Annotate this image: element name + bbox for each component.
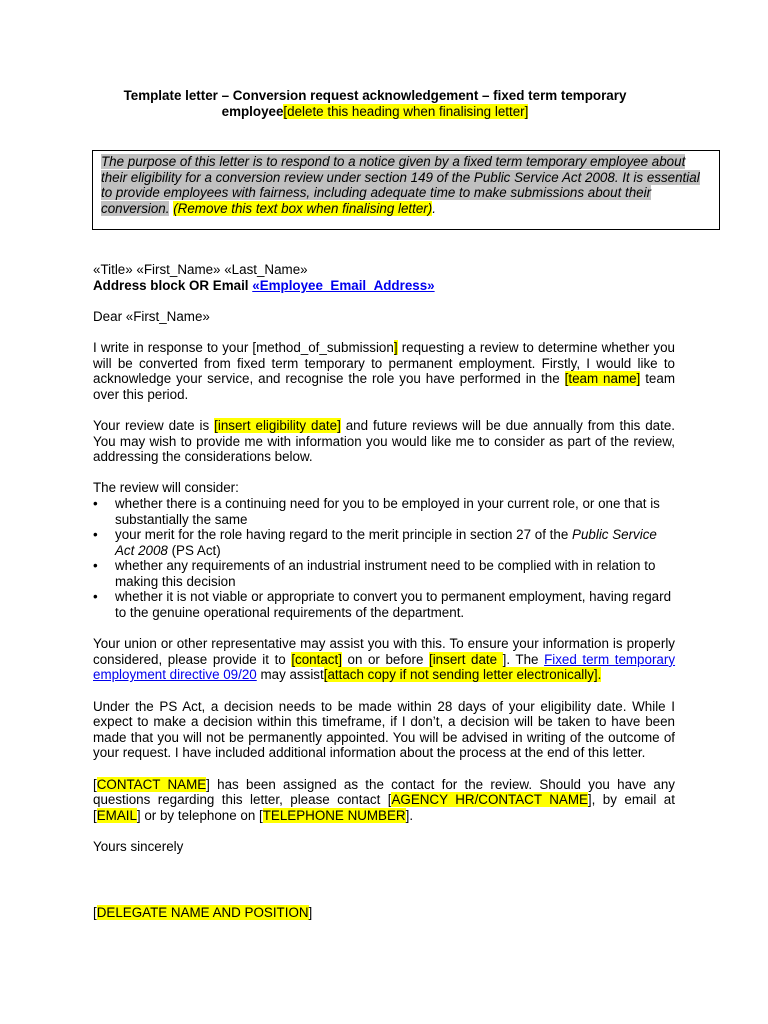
p1-method-bracket: ] — [393, 339, 398, 355]
sig-bracket-open: [ — [93, 904, 97, 920]
paragraph-review-date — [93, 418, 675, 465]
p1-text-a: I write in response to your — [93, 339, 253, 355]
b2-act-title: Public Service Act 2008 — [115, 527, 657, 558]
p2-text-b: and future reviews will be due annually from this date. You may wish to provide me with information you would like me to consider as part of the review, addressing the considerations below. — [93, 417, 675, 465]
signature-block — [93, 905, 675, 921]
salutation: Dear «First_Name» — [93, 308, 210, 324]
p2-text-a: Your review date is — [93, 417, 215, 433]
p5-contact-name-field: CONTACT NAME — [96, 776, 207, 792]
heading-line-2-text: employee — [221, 104, 284, 119]
p3-text-d: may assist — [256, 667, 324, 683]
p5-agency-contact-field: AGENCY HR/CONTACT NAME — [391, 792, 588, 808]
letter-body — [93, 262, 675, 920]
b2-text-a: your merit for the role having regard to the merit principle in section 27 of the — [115, 527, 573, 543]
remove-box-note: (Remove this text box when finalising letter) — [173, 200, 433, 216]
review-considerations-list — [93, 496, 675, 621]
heading-line-2 — [63, 104, 687, 120]
p3-text-a: Your union or other representative may assist you with this. To ensure your information is properly considered, please provide it to — [93, 636, 675, 667]
p5-telephone-field: TELEPHONE NUMBER — [262, 807, 406, 823]
p1-text-b: requesting a review to determine whether you will be converted from fixed term temporary to permanent employment. Firstly, I would like to acknowledge your service, and recognise the role you have performed in the — [93, 339, 675, 387]
p3-date-field: [insert date — [428, 651, 503, 667]
paragraph-acknowledgement — [93, 340, 675, 402]
p5-text-e: ]. — [405, 807, 414, 823]
list-item: • whether any requirements of an industrial instrument need to be complied with in relation to making this decision — [93, 558, 675, 589]
review-intro: The review will consider: — [93, 480, 239, 496]
letter-page — [93, 88, 675, 120]
recipient-name-line: «Title» «First_Name» «Last_Name» — [93, 262, 308, 277]
list-item — [93, 527, 675, 558]
instruction-text: The purpose of this letter is to respond to a notice given by a fixed term temporary employee about their eligibility for a conversion review under section 149 of the Public Service Act 2008. It is essential to provide employees with fairness, including adequate time to make submissions about their conversion. — [101, 154, 700, 216]
paragraph-contact — [93, 777, 675, 824]
p1-method-field: [method_of_submission — [252, 339, 394, 355]
instruction-text-box — [92, 150, 720, 230]
p5-email-field: EMAIL — [96, 807, 137, 823]
p2-eligibility-date-field: [insert eligibility date] — [214, 417, 341, 433]
p3-attach-note: [attach copy if not sending letter electronically]. — [323, 667, 602, 683]
p3-text-c: ]. The — [502, 651, 545, 667]
p5-text-b: ] has been assigned as the contact for the review. Should you have any questions regarding this letter, please contact [ — [93, 776, 676, 808]
sig-bracket-close: ] — [308, 904, 313, 920]
p5-text-a: [ — [93, 776, 97, 792]
paragraph-representative — [93, 636, 675, 683]
address-label: Address block OR Email — [93, 277, 253, 293]
closing: Yours sincerely — [93, 838, 184, 854]
p5-text-c: ], by email at [ — [93, 792, 675, 823]
employee-email-link[interactable]: «Employee_Email_Address» — [252, 277, 435, 293]
list-item: • whether there is a continuing need for you to be employed in your current role, or one that is substantially the same — [93, 496, 675, 527]
heading-line-1: Template letter – Conversion request acknowledgement – fixed term temporary — [123, 88, 627, 103]
p3-text-b: on or before — [341, 651, 429, 667]
paragraph-decision-timeframe: Under the PS Act, a decision needs to be made within 28 days of your eligibility date. While I expect to make a decision within this timeframe, if I don’t, a decision will be taken to have been made that you will not be permanently appointed. You will be advised in writing of the outcome of your request. I have included additional information about the process at the end of this letter. — [93, 698, 675, 761]
p1-text-c: team over this period. — [93, 371, 675, 402]
directive-link[interactable]: Fixed term temporary employment directive 09/20 — [93, 651, 676, 683]
p3-contact-field: [contact] — [291, 651, 342, 667]
delegate-name-field: DELEGATE NAME AND POSITION — [96, 904, 309, 920]
instruction-end: . — [432, 200, 436, 216]
letter-heading — [63, 88, 687, 120]
p1-team-name-field: [team name] — [564, 371, 641, 387]
recipient-address-line — [93, 278, 675, 294]
b2-text-b: (PS Act) — [167, 542, 221, 558]
list-item: • whether it is not viable or appropriate to convert you to permanent employment, having regard to the genuine operational requirements of the department. — [93, 589, 675, 620]
p5-text-d: ] or by telephone on [ — [136, 807, 263, 823]
heading-delete-note: [delete this heading when finalising letter] — [283, 104, 529, 119]
